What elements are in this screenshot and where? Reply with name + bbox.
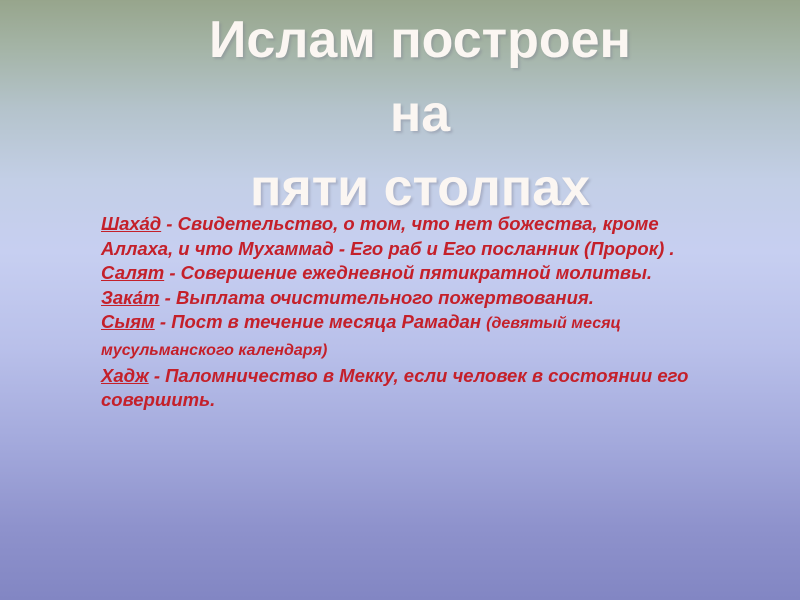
- pillar-siyam: [101, 310, 721, 363]
- pillar-description: - Свидетельство, о том, что нет божества, кроме Аллаха, и что Мухаммад - Его раб и Его посланник (Пророк) .: [101, 213, 675, 259]
- pillar-shahada: [101, 212, 721, 261]
- pillar-zakat: [101, 286, 721, 311]
- pillar-description: - Пост в течение месяца Рамадан: [154, 311, 487, 333]
- pillars-list: [101, 212, 721, 413]
- pillar-description: - Совершение ежедневной пятикратной молитвы.: [164, 262, 653, 284]
- pillar-note: (девятый месяц мусульманского календаря): [101, 315, 621, 359]
- title-line-3: пяти столпах: [249, 159, 591, 217]
- pillar-term: Хадж: [101, 364, 149, 386]
- pillar-term: Шаха́д: [101, 213, 162, 234]
- title-line-2: на: [389, 85, 451, 143]
- pillar-description: - Выплата очистительного пожертвования.: [159, 286, 594, 308]
- pillar-term: Зака́т: [101, 286, 160, 308]
- pillar-description: - Паломничество в Мекку, если человек в состоянии его совершить.: [101, 364, 689, 411]
- title-line-1: Ислам построен: [209, 11, 631, 69]
- pillar-salat: [101, 261, 721, 286]
- pillar-term: Салят: [101, 262, 165, 284]
- pillar-hajj: [101, 364, 721, 413]
- pillar-term: Сыям: [101, 311, 155, 333]
